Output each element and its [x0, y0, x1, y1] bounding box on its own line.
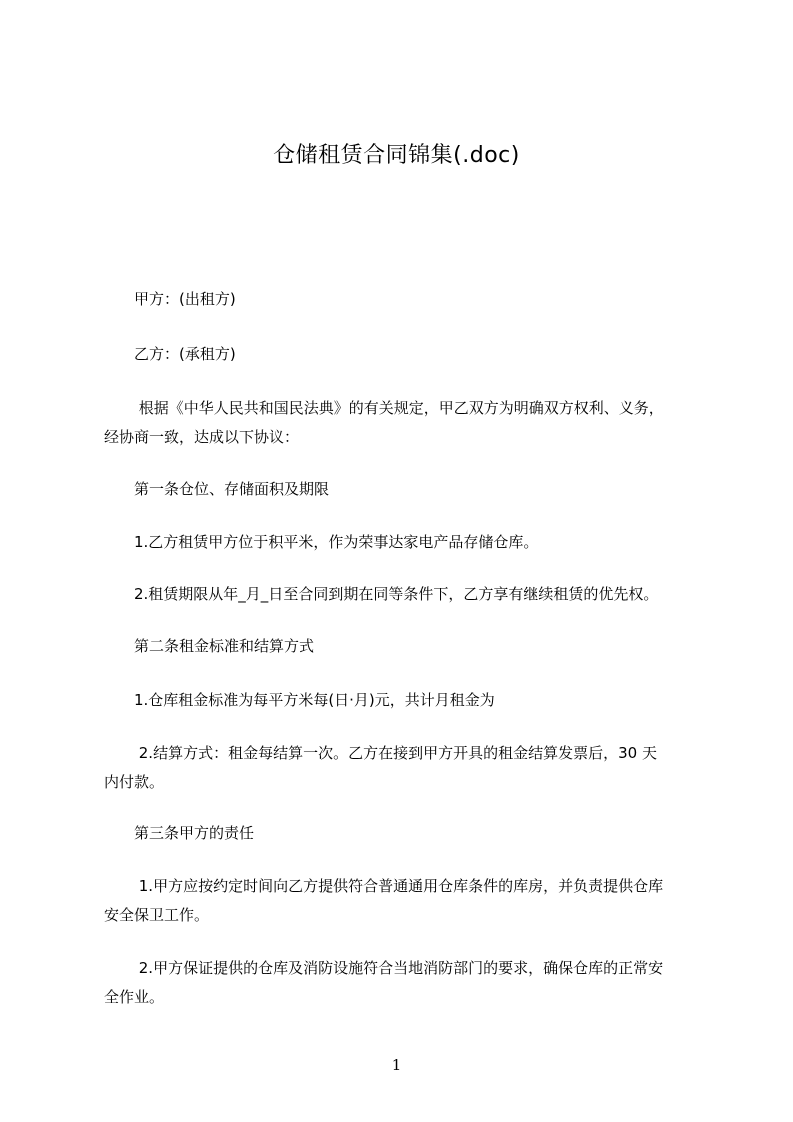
paragraph-line: 安全保卫工作。 — [104, 906, 210, 924]
paragraph-party-a — [104, 285, 702, 314]
paragraph-article-1-item-2 — [104, 580, 702, 609]
paragraph-intro — [104, 394, 702, 452]
paragraph-line: 1.乙方租赁甲方位于积平米，作为荣事达家电产品存储仓库。 — [104, 533, 539, 551]
paragraph-article-2-item-1 — [104, 686, 702, 715]
paragraph-line: 1.仓库租金标准为每平方米每(日·月)元，共计月租金为 — [104, 691, 495, 709]
section-heading-article-3 — [104, 819, 702, 848]
paragraph-party-b — [104, 340, 702, 369]
paragraph-article-2-item-2 — [104, 739, 702, 797]
paragraph-line: 2.甲方保证提供的仓库及消防设施符合当地消防部门的要求，确保仓库的正常安 — [104, 959, 664, 977]
paragraph-line: 1.甲方应按约定时间向乙方提供符合普通通用仓库条件的库房，并负责提供仓库 — [104, 877, 664, 895]
document-title: 仓储租赁合同锦集(.doc) — [273, 143, 520, 168]
paragraph-line: 第一条仓位、存储面积及期限 — [104, 480, 330, 498]
paragraph-line: 第三条甲方的责任 — [104, 824, 255, 842]
section-heading-article-2 — [104, 632, 702, 661]
section-heading-article-1 — [104, 475, 702, 504]
paragraph-line: 根据《中华人民共和国民法典》的有关规定，甲乙双方为明确双方权利、义务， — [104, 399, 664, 417]
page-number: 1 — [391, 1056, 402, 1074]
paragraph-line: 甲方：(出租方) — [104, 290, 236, 308]
paragraph-line: 2.租赁期限从年_月_日至合同到期在同等条件下，乙方享有继续租赁的优先权。 — [104, 585, 659, 603]
paragraph-line: 2.结算方式：租金每结算一次。乙方在接到甲方开具的租金结算发票后，30 天 — [104, 744, 657, 762]
paragraph-line: 第二条租金标准和结算方式 — [104, 637, 315, 655]
paragraph-article-1-item-1 — [104, 528, 702, 557]
paragraph-line: 全作业。 — [104, 988, 165, 1006]
paragraph-line: 经协商一致，达成以下协议： — [104, 428, 300, 446]
paragraph-line: 乙方：(承租方) — [104, 345, 236, 363]
paragraph-article-3-item-1 — [104, 872, 702, 930]
paragraph-line: 内付款。 — [104, 773, 165, 791]
paragraph-article-3-item-2 — [104, 954, 702, 1012]
